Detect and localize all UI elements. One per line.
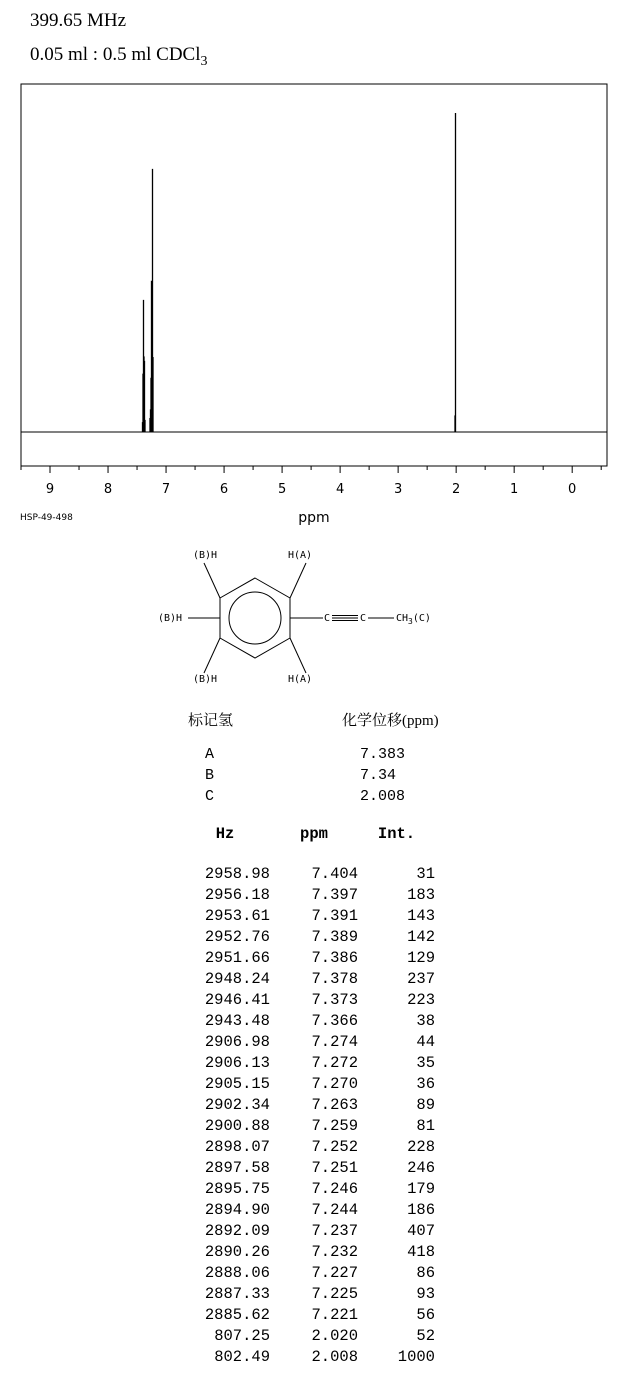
x-tick-label: 3	[393, 482, 403, 497]
cell-int: 237	[407, 970, 435, 988]
methyl-tag: (C)	[412, 613, 431, 624]
cell-int: 129	[407, 949, 435, 967]
cell-ppm: 7.373	[311, 991, 358, 1009]
cell-ppm: 7.259	[311, 1117, 358, 1135]
cell-int: 38	[416, 1012, 435, 1030]
table-row	[180, 1137, 435, 1158]
cell-int: 246	[407, 1159, 435, 1177]
benzene-ring	[220, 578, 290, 658]
cell-int: 142	[407, 928, 435, 946]
cell-hz: 2953.61	[204, 907, 270, 925]
cell-hz: 2892.09	[204, 1222, 270, 1240]
cell-hz: 2894.90	[204, 1201, 270, 1219]
cell-hz: 2885.62	[204, 1306, 270, 1324]
cell-ppm: 7.391	[311, 907, 358, 925]
table-row	[180, 1179, 435, 1200]
x-tick-label: 7	[161, 482, 171, 497]
cell-int: 52	[416, 1327, 435, 1345]
cell-int: 44	[416, 1033, 435, 1051]
spectrum-peaks	[143, 113, 456, 432]
cell-ppm: 7.237	[311, 1222, 358, 1240]
cell-hz: 2943.48	[204, 1012, 270, 1030]
label-left: (B)H	[158, 613, 183, 624]
assignment-label-b: B	[205, 767, 215, 784]
solvent-text: 0.05 ml : 0.5 ml CDCl	[30, 44, 201, 65]
cell-int: 179	[407, 1180, 435, 1198]
cell-ppm: 7.378	[311, 970, 358, 988]
cell-int: 56	[416, 1306, 435, 1324]
cell-hz: 2888.06	[204, 1264, 270, 1282]
cell-int: 407	[407, 1222, 435, 1240]
nmr-spectrum-chart	[0, 0, 626, 535]
label-methyl	[396, 613, 431, 626]
cell-hz: 2948.24	[204, 970, 270, 988]
methyl-sub: 3	[408, 617, 413, 626]
cell-ppm: 7.274	[311, 1033, 358, 1051]
table-row	[180, 885, 435, 906]
cell-ppm: 7.263	[311, 1096, 358, 1114]
table-row	[180, 1242, 435, 1263]
cell-hz: 2946.41	[204, 991, 270, 1009]
table-row	[180, 864, 435, 885]
table-row	[180, 1326, 435, 1347]
cell-int: 81	[416, 1117, 435, 1135]
assignment-header-shift: 化学位移(ppm)	[342, 713, 439, 729]
cell-int: 183	[407, 886, 435, 904]
x-tick-label: 9	[45, 482, 55, 497]
cell-ppm: 7.221	[311, 1306, 358, 1324]
cell-hz: 2900.88	[204, 1117, 270, 1135]
cell-ppm: 7.252	[311, 1138, 358, 1156]
cell-int: 31	[416, 865, 435, 883]
cell-int: 223	[407, 991, 435, 1009]
cell-hz: 2890.26	[204, 1243, 270, 1261]
table-row	[180, 1011, 435, 1032]
x-tick-label: 2	[452, 482, 461, 497]
x-tick-label: 4	[335, 482, 345, 497]
cell-hz: 2898.07	[204, 1138, 270, 1156]
cell-ppm: 7.251	[311, 1159, 358, 1177]
x-tick-label: 8	[103, 482, 113, 497]
cell-ppm: 2.020	[311, 1327, 358, 1345]
table-row	[180, 1347, 435, 1368]
table-row	[180, 948, 435, 969]
cell-int: 35	[416, 1054, 435, 1072]
table-row	[180, 1263, 435, 1284]
header-hz: Hz	[215, 825, 235, 843]
table-row	[180, 1053, 435, 1074]
cell-ppm: 7.272	[311, 1054, 358, 1072]
assignment-header-label: 标记氢	[188, 713, 234, 729]
cell-int: 36	[416, 1075, 435, 1093]
table-spacer	[180, 850, 435, 864]
cell-hz: 2906.98	[204, 1033, 270, 1051]
molecule-structure	[150, 540, 470, 690]
cell-int: 186	[407, 1201, 435, 1219]
cell-ppm: 7.246	[311, 1180, 358, 1198]
x-tick-label: 6	[219, 482, 229, 497]
cell-ppm: 7.366	[311, 1012, 358, 1030]
label-bottom-left: (B)H	[193, 674, 218, 685]
cell-hz: 2887.33	[204, 1285, 270, 1303]
table-row	[180, 906, 435, 927]
table-row	[180, 1221, 435, 1242]
cell-ppm: 7.232	[311, 1243, 358, 1261]
x-tick-label: 0	[568, 482, 577, 497]
label-alkyne-c1: C	[324, 613, 331, 624]
table-row	[180, 927, 435, 948]
cell-int: 89	[416, 1096, 435, 1114]
cell-hz: 2905.15	[204, 1075, 270, 1093]
label-top-right: H(A)	[288, 550, 313, 561]
peak-table-body	[180, 850, 435, 1368]
solvent-subscript: 3	[200, 53, 208, 69]
table-row	[180, 1032, 435, 1053]
cell-ppm: 7.389	[311, 928, 358, 946]
header-ppm: ppm	[300, 825, 328, 843]
cell-hz: 802.49	[214, 1348, 270, 1366]
assignment-label-a: A	[205, 746, 215, 763]
table-row	[180, 1305, 435, 1326]
cell-hz: 2895.75	[204, 1180, 270, 1198]
table-row	[180, 990, 435, 1011]
table-row	[180, 1200, 435, 1221]
cell-ppm: 7.270	[311, 1075, 358, 1093]
header-int: Int.	[377, 825, 416, 843]
spectrometer-frequency: 399.65 MHz	[30, 10, 127, 31]
x-axis-label: ppm	[298, 510, 330, 526]
cell-ppm: 7.225	[311, 1285, 358, 1303]
cell-int: 86	[416, 1264, 435, 1282]
label-bottom-right: H(A)	[288, 674, 313, 685]
cell-hz: 2956.18	[204, 886, 270, 904]
cell-hz: 2897.58	[204, 1159, 270, 1177]
cell-ppm: 7.397	[311, 886, 358, 904]
spectrum-code: HSP-49-498	[20, 513, 73, 523]
cell-ppm: 7.227	[311, 1264, 358, 1282]
plot-frame	[21, 84, 607, 466]
cell-int: 228	[407, 1138, 435, 1156]
cell-int: 93	[416, 1285, 435, 1303]
label-top-left: (B)H	[193, 550, 218, 561]
cell-int: 143	[407, 907, 435, 925]
assignment-shift-c: 2.008	[360, 788, 406, 805]
x-axis-ticks	[21, 466, 601, 497]
cell-ppm: 7.386	[311, 949, 358, 967]
x-tick-label: 5	[277, 482, 287, 497]
table-row	[180, 1284, 435, 1305]
cell-ppm: 7.244	[311, 1201, 358, 1219]
cell-int: 418	[407, 1243, 435, 1261]
table-row	[180, 1074, 435, 1095]
cell-int: 1000	[397, 1348, 435, 1366]
table-row	[180, 1116, 435, 1137]
cell-hz: 2952.76	[204, 928, 270, 946]
cell-hz: 2902.34	[204, 1096, 270, 1114]
peak-table-header	[180, 824, 435, 850]
cell-hz: 2951.66	[204, 949, 270, 967]
cell-ppm: 7.404	[311, 865, 358, 883]
table-row	[180, 1095, 435, 1116]
x-tick-label: 1	[510, 482, 519, 497]
table-row	[180, 969, 435, 990]
table-row	[180, 1158, 435, 1179]
assignment-shift-b: 7.34	[360, 767, 397, 784]
peak-table	[180, 824, 435, 1368]
assignment-shift-a: 7.383	[360, 746, 406, 763]
cell-ppm: 2.008	[311, 1348, 358, 1366]
cell-hz: 2906.13	[204, 1054, 270, 1072]
cell-hz: 2958.98	[204, 865, 270, 883]
assignment-label-c: C	[205, 788, 215, 805]
label-alkyne-c2: C	[360, 613, 367, 624]
methyl-ch: CH	[396, 613, 409, 624]
cell-hz: 807.25	[214, 1327, 270, 1345]
